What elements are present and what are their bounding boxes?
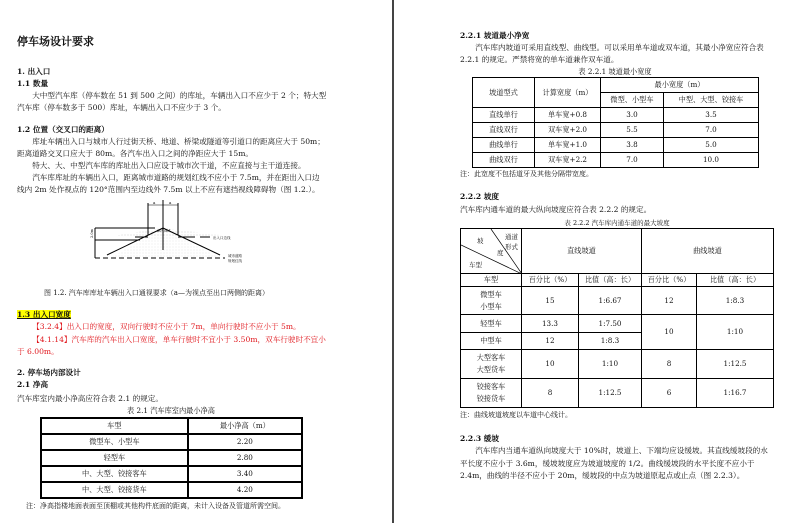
paragraph-width-1: 【3.2.4】出入口的宽度，双向行驶时不应小于 7m，单向行驶时不应小于 5m。 — [32, 322, 301, 331]
table-header: 直线坡道 — [522, 229, 642, 274]
heading-2-2-2: 2.2.2 坡度 — [460, 192, 499, 201]
diag-label: 度 — [497, 249, 504, 257]
cell: 1:12.5 — [579, 379, 642, 408]
cell: 6 — [642, 379, 697, 408]
cell: 微型车、小型车 — [41, 434, 188, 450]
cell: 8 — [642, 350, 697, 379]
paragraph-gentle-slope: 汽车库内当通车道纵向坡度大于 10%时，坡道上、下端均应设缓坡。其直线缓坡段的水平长度不应小于 3.6m，缓坡坡度应为坡道坡度的 1/2。曲线缓坡段的水平长度不应小于 2.4m，曲线的半径不应小于 20m，缓坡段的中点为坡道原起点或止点（图 2.2.3）。 — [460, 446, 768, 480]
cell: 单车宽+1.0 — [535, 138, 601, 153]
cell: 单车宽+0.8 — [535, 108, 601, 123]
table-header: 最小宽度（m） — [601, 78, 759, 93]
diag-label: 车型 — [469, 261, 482, 269]
table-2-1-caption: 表 2.1 汽车库室内最小净高 — [127, 406, 215, 415]
diag-label: 形式 — [505, 243, 518, 251]
cell: 12 — [642, 287, 697, 315]
cell: 曲线单行 — [473, 138, 535, 153]
heading-1: 1. 出入口 — [17, 67, 51, 76]
cell: 1:16.7 — [697, 379, 774, 408]
table-row — [41, 450, 302, 466]
heading-1-1: 1.1 数量 — [17, 79, 49, 88]
figure-caption: 图 1.2. 汽车库库址车辆出入口通视要求（a—为视点至出口两侧的距离） — [44, 289, 269, 297]
svg-text:城市道路: 城市道路 — [228, 254, 242, 258]
paragraph-ramp-width: 汽车库内坡道可采用直线型、曲线型。可以采用单车道或双车道，其最小净宽应符合表 2.2.1 的规定。严禁将宽的单车道兼作双车道。 — [460, 43, 764, 64]
cell: 直线双行 — [473, 123, 535, 138]
table-header: 坡道型式 — [473, 78, 535, 108]
cell: 1:7.50 — [579, 315, 642, 333]
heading-2-2-3: 2.2.3 缓坡 — [460, 434, 499, 443]
table-header: 百分比（%） — [522, 274, 579, 287]
diagonal-header-cell — [461, 229, 522, 274]
cell: 双车宽+2.0 — [535, 123, 601, 138]
heading-1-3: 1.3 出入口宽度 — [17, 310, 71, 319]
cell: 7.0 — [664, 123, 759, 138]
page-title: 停车场设计要求 — [17, 35, 94, 48]
table-2-2-2-note: 注：曲线坡道坡度以车道中心线计。 — [460, 411, 572, 419]
svg-text:a: a — [169, 200, 172, 205]
cell: 3.0 — [601, 108, 664, 123]
paragraph-location-1: 库址车辆出入口与城市人行过街天桥、地道、桥梁或隧道等引道口的距离应大于 50m；距离道路交叉口应大于 80m。各汽车出入口之间的净距应大于 15m。 — [17, 137, 325, 158]
cell: 中型车 — [461, 333, 522, 350]
cell: 1:8.3 — [697, 287, 774, 315]
table-row — [473, 138, 759, 153]
svg-text:60° 60°: 60° 60° — [157, 229, 171, 233]
cell: 直线单行 — [473, 108, 535, 123]
table-row — [473, 123, 759, 138]
table-header: 百分比（%） — [642, 274, 697, 287]
table-row — [41, 434, 302, 450]
table-2-1-note: 注：净高指楼地面表面至顶棚或其他构件底面的距离，未计入设备及管道所需空间。 — [26, 502, 285, 510]
cell: 1:10 — [579, 350, 642, 379]
cell: 13.3 — [522, 315, 579, 333]
heading-1-2: 1.2 位置（交叉口的距离） — [17, 125, 109, 134]
paragraph-clear-height: 汽车库室内最小净高应符合表 2.1 的规定。 — [17, 394, 163, 403]
table-header: 计算宽度（m） — [535, 78, 601, 108]
cell: 5.0 — [664, 138, 759, 153]
page-divider — [392, 0, 394, 523]
table-row — [473, 108, 759, 123]
sight-distance-figure — [85, 195, 245, 285]
table-row — [461, 315, 774, 333]
table-row — [41, 466, 302, 482]
table-max-slope — [460, 228, 774, 408]
table-header: 比值（高：长） — [579, 274, 642, 287]
cell: 中、大型、铰接货车 — [41, 482, 188, 498]
cell: 1:10 — [697, 315, 774, 350]
table-row — [461, 287, 774, 315]
heading-2-1: 2.1 净高 — [17, 380, 49, 389]
cell: 3.5 — [664, 108, 759, 123]
cell: 轻型车 — [461, 315, 522, 333]
table-row — [461, 350, 774, 379]
heading-2: 2. 停车场内部设计 — [17, 368, 81, 377]
cell: 7.0 — [601, 153, 664, 168]
cell: 10 — [522, 350, 579, 379]
table-2-2-1-caption: 表 2.2.1 坡道最小宽度 — [578, 67, 652, 76]
cell: 5.5 — [601, 123, 664, 138]
cell: 2.20 — [188, 434, 302, 450]
cell: 12 — [522, 333, 579, 350]
cell: 双车宽+2.2 — [535, 153, 601, 168]
table-row — [41, 482, 302, 498]
heading-2-2-1: 2.2.1 坡道最小净宽 — [460, 31, 530, 40]
cell: 1:8.3 — [579, 333, 642, 350]
table-2-2-1-note: 注：此宽度不包括道牙及其他分隔带宽度。 — [460, 170, 593, 178]
diag-label: 坡 — [477, 237, 484, 245]
cell: 10.0 — [664, 153, 759, 168]
cell: 微型车 小型车 — [461, 287, 522, 315]
table-header: 曲线坡道 — [642, 229, 774, 274]
paragraph-slope: 汽车库内通车道的最大纵向坡度应符合表 2.2.2 的规定。 — [460, 205, 652, 214]
table-header: 最小净高（m） — [188, 418, 302, 434]
cell: 15 — [522, 287, 579, 315]
diag-label: 通道 — [505, 233, 518, 241]
table-row — [461, 379, 774, 408]
svg-text:出入口边线: 出入口边线 — [213, 236, 231, 240]
cell: 大型客车 大型货车 — [461, 350, 522, 379]
svg-text:2.0m: 2.0m — [90, 229, 94, 238]
svg-text:规划红线: 规划红线 — [228, 259, 242, 263]
table-header: 比值（高：长） — [697, 274, 774, 287]
table-header: 中型、大型、铰接车 — [664, 93, 759, 108]
cell: 4.20 — [188, 482, 302, 498]
table-row — [473, 153, 759, 168]
paragraph-width-2: 【4.1.14】汽车库的汽车出入口宽度，单车行驶时不宜小于 3.50m，双车行驶时不宜小于 6.00m。 — [17, 335, 326, 356]
paragraph-location-2: 特大、大、中型汽车库的库址出入口应设于城市次干道，不应直接与主干道连接。 — [32, 161, 306, 170]
cell: 1:12.5 — [697, 350, 774, 379]
table-2-2-2-caption: 表 2.2.2 汽车库内通车道的最大坡度 — [564, 219, 670, 227]
svg-text:a: a — [153, 200, 156, 205]
paragraph-quantity: 大中型汽车库（停车数在 51 到 500 之间）的库址，车辆出入口不应少于 2 个；特大型汽车库（停车数多于 500）库址，车辆出入口不应少于 3 个。 — [17, 91, 327, 112]
cell: 铰接客车 铰接货车 — [461, 379, 522, 408]
cell: 2.80 — [188, 450, 302, 466]
cell: 曲线双行 — [473, 153, 535, 168]
cell: 10 — [642, 315, 697, 350]
cell: 3.8 — [601, 138, 664, 153]
table-ramp-width — [472, 77, 759, 168]
cell: 8 — [522, 379, 579, 408]
table-header: 微型、小型车 — [601, 93, 664, 108]
cell: 3.40 — [188, 466, 302, 482]
table-header: 车型 — [461, 274, 522, 287]
table-clear-height — [40, 417, 303, 499]
cell: 1:6.67 — [579, 287, 642, 315]
cell: 轻型车 — [41, 450, 188, 466]
cell: 中、大型、铰接客车 — [41, 466, 188, 482]
paragraph-location-3: 汽车库库址的车辆出入口，距离城市道路的规划红线不应小于 7.5m，并在距出入口边线内 2m 处作视点的 120°范围内至边线外 7.5m 以上不应有遮挡视线障碍物（图 1.2.）。 — [17, 173, 320, 194]
table-header: 车型 — [41, 418, 188, 434]
